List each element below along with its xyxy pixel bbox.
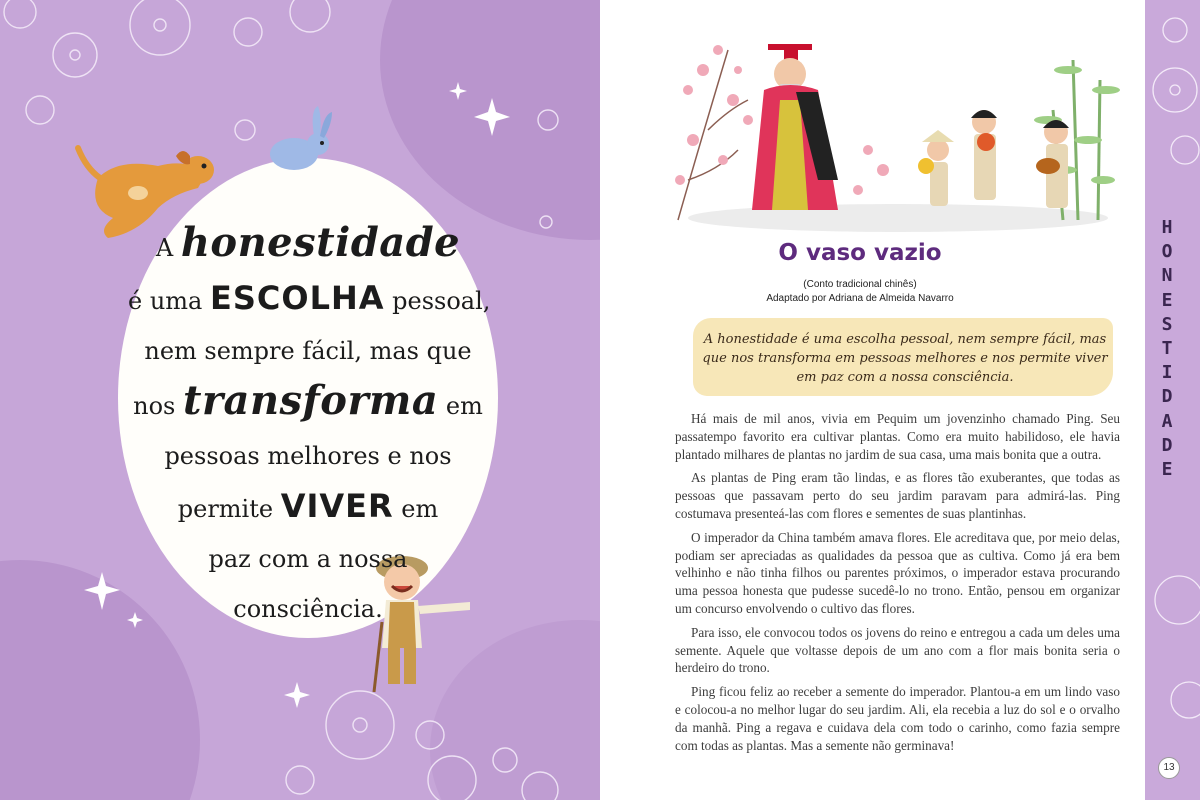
emperor-and-children-illustration-icon bbox=[668, 30, 1128, 240]
quote-fragment: ESCOLHA bbox=[209, 279, 385, 317]
vertical-letter: S bbox=[1161, 313, 1173, 335]
quote-fragment: honestidade bbox=[180, 219, 461, 266]
rabbit-illustration-icon bbox=[262, 102, 342, 182]
page-number: 13 bbox=[1158, 757, 1180, 779]
quote-line bbox=[128, 481, 488, 534]
story-title: O vaso vazio bbox=[778, 240, 942, 266]
vertical-letter: A bbox=[1161, 410, 1173, 432]
vertical-letter: T bbox=[1161, 338, 1173, 360]
quote-fragment: paz com a nossa bbox=[208, 545, 408, 573]
quote-fragment: A bbox=[155, 234, 181, 262]
quote-line bbox=[128, 326, 488, 376]
quote-fragment: em bbox=[393, 495, 439, 523]
vertical-letter: N bbox=[1161, 265, 1173, 287]
quote-line bbox=[128, 534, 488, 584]
quote-line bbox=[128, 584, 488, 634]
vertical-letter: E bbox=[1161, 459, 1173, 481]
quote-fragment: transforma bbox=[182, 377, 439, 424]
quote-line bbox=[128, 218, 488, 273]
highlight-quote: A honestidade é uma escolha pessoal, nem sempre fácil, mas que nos transforma em pessoas melhores e nos permite viver em paz com a nossa consciência. bbox=[702, 332, 1108, 385]
story-paragraph: Ping ficou feliz ao receber a semente do imperador. Plantou-a em um lindo vaso e colocou-a no melhor lugar do seu jardim. Ali, ela recebia a luz do sol e o orvalho da manhã. Ping a regava e cuidava dela com todo o carinho, como fazia sempre com todas as plantas. Mas a semente não germinava! bbox=[675, 684, 1120, 753]
left-quote bbox=[128, 218, 491, 634]
vertical-letter: O bbox=[1161, 241, 1173, 263]
story-paragraph: Para isso, ele convocou todos os jovens do reino e entregou a cada um deles uma semente. Aquele que voltasse depois de um ano com a flor mais bonita seria o herdeiro do trono. bbox=[675, 624, 1120, 676]
chapter-vertical-title bbox=[1148, 216, 1186, 482]
quote-fragment: em bbox=[438, 392, 483, 420]
story-paragraph: Há mais de mil anos, vivia em Pequim um jovenzinho chamado Ping. Seu passatempo favorito era cultivar plantas. Como era muito habilidoso, ele havia plantado milhares de plantas no jardim de sua casa, uma mais bonita que a outra. bbox=[675, 411, 1120, 462]
vertical-letter: E bbox=[1161, 289, 1173, 311]
quote-fragment: é uma bbox=[128, 287, 210, 315]
story-origin: (Conto tradicional chinês) bbox=[803, 279, 917, 290]
story-paragraph: O imperador da China também amava flores. Ele acreditava que, por meio delas, podiam ser apreciadas as qualidades da pessoa que as cultiva. Como já era bem velhinho e não tinha filhos ou parentes próximos, o imperador estava procurando uma pessoa honesta que pudesse sucedê-lo no trono. Então, pensou em organizar um concurso envolvendo o cultivo das flores. bbox=[675, 529, 1120, 616]
vertical-letter: H bbox=[1161, 217, 1173, 238]
vertical-letter: D bbox=[1161, 386, 1173, 408]
story-subtitle bbox=[700, 278, 1020, 306]
quote-line bbox=[128, 431, 488, 481]
story-adaptation-credit: Adaptado por Adriana de Almeida Navarro bbox=[766, 293, 954, 304]
quote-fragment: pessoas melhores e nos bbox=[164, 442, 452, 470]
quote-fragment: consciência. bbox=[233, 595, 383, 623]
quote-line bbox=[128, 273, 491, 326]
quote-fragment: VIVER bbox=[280, 487, 394, 525]
quote-fragment: nos bbox=[133, 392, 183, 420]
story-paragraph: As plantas de Ping eram tão lindas, e as flores tão exuberantes, que todas as pessoas que passavam perto do seu jardim paravam para admirá-las. Ping costumava presenteá-las com flores e sementes de suas plantinhas. bbox=[675, 470, 1120, 521]
vertical-letter: I bbox=[1161, 362, 1173, 384]
quote-fragment: nem sempre fácil, mas que bbox=[144, 337, 472, 365]
story-body bbox=[675, 410, 1120, 760]
quote-line bbox=[128, 376, 488, 431]
quote-fragment: pessoal, bbox=[384, 287, 491, 315]
quote-fragment: permite bbox=[177, 495, 281, 523]
vertical-letter: D bbox=[1161, 434, 1173, 456]
